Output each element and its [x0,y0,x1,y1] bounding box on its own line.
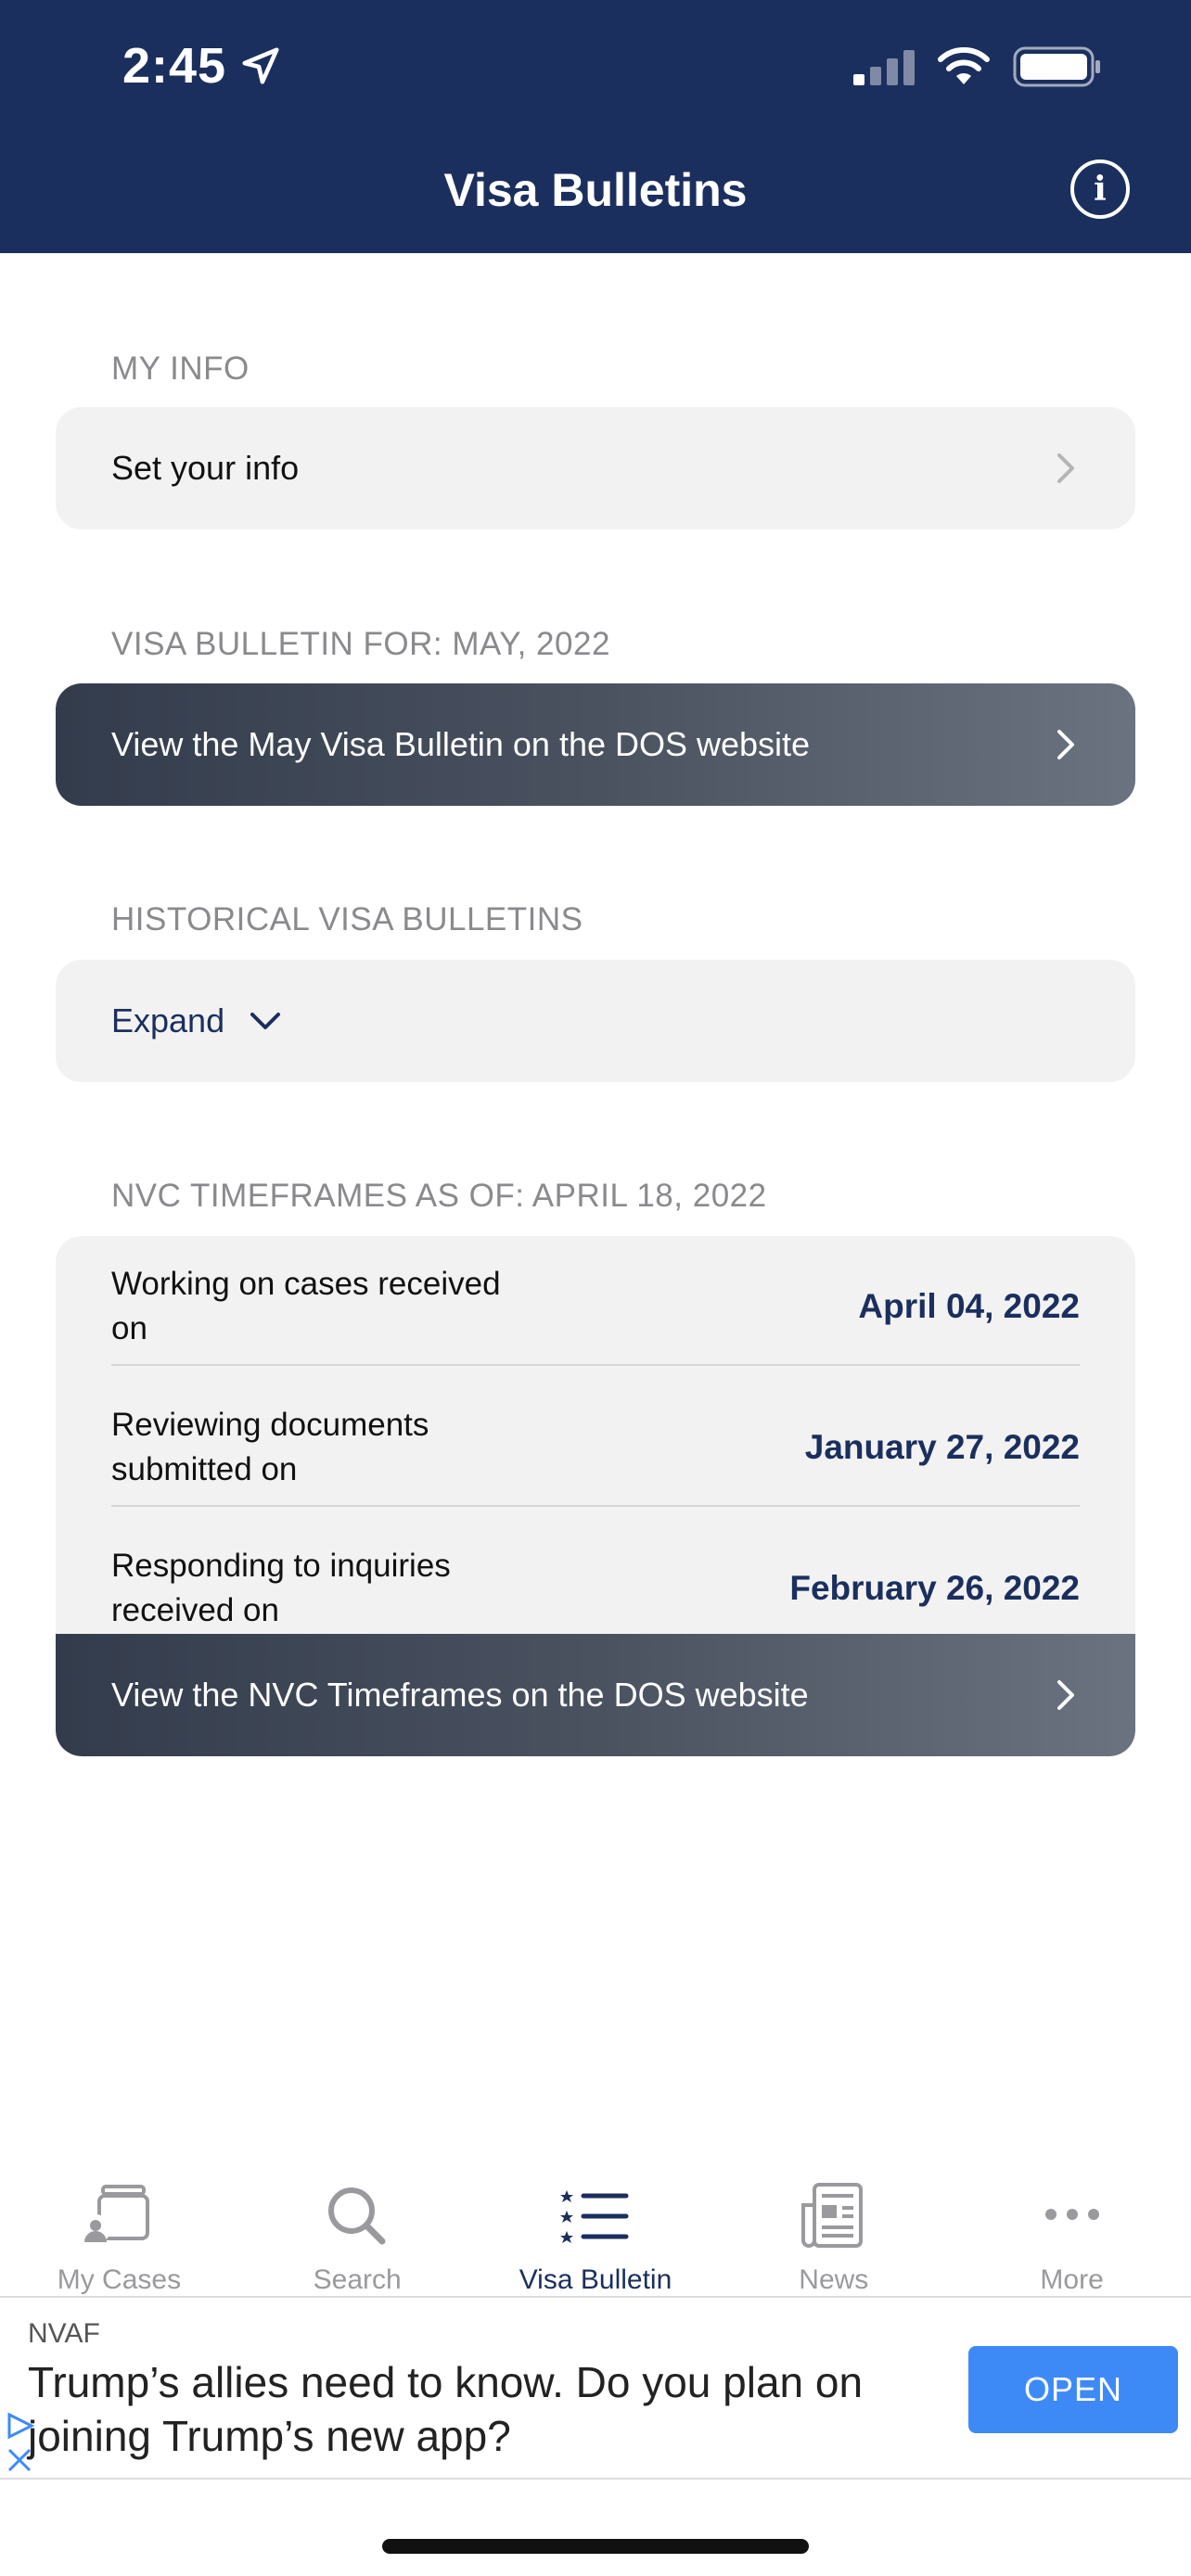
ad-text[interactable]: Trump’s allies need to know. Do you plan on joining Trump’s new app? [28,2358,864,2460]
timeframe-label: Responding to inquiries received on [111,1548,451,1628]
page-title: Visa Bulletins [443,164,748,216]
list-icon [556,2177,635,2257]
tab-more[interactable] [953,2161,1191,2296]
chevron-down-icon [249,1010,282,1032]
expand-button[interactable] [56,960,1135,1082]
news-icon [794,2177,874,2257]
timeframe-row [111,1377,1080,1518]
clock-text: 2:45 [122,38,227,94]
tab-my-cases[interactable] [0,2161,238,2296]
bulletin-label: VISA BULLETIN FOR: MAY, 2022 [111,626,610,662]
tab-label: Search [313,2264,402,2295]
tab-bar [0,2161,1191,2296]
tab-label: News [799,2264,869,2295]
cases-icon [79,2177,159,2257]
search-icon [317,2177,397,2257]
wifi-icon [937,47,991,86]
info-icon: i [1094,170,1107,209]
set-info-text: Set your info [111,449,300,487]
tab-label: More [1040,2264,1104,2295]
view-nvc-text: View the NVC Timeframes on the DOS website [111,1676,809,1714]
ad-choices-icon[interactable] [4,2402,37,2476]
tab-label: My Cases [57,2264,182,2295]
timeframe-row [111,1236,1080,1377]
ad-open-button[interactable]: OPEN [968,2346,1178,2433]
nvc-timeframes-card [56,1236,1135,1756]
status-icons [853,46,1102,87]
signal-icon [853,48,915,85]
ad-banner[interactable] [0,2296,1191,2480]
timeframe-date: February 26, 2022 [789,1569,1080,1607]
tab-news[interactable] [714,2161,953,2296]
location-arrow-icon [239,45,282,87]
status-time [122,37,282,95]
more-icon [1032,2177,1112,2257]
timeframe-label: Reviewing documents submitted on [111,1407,429,1487]
info-button[interactable] [1070,159,1130,219]
timeframe-label: Working on cases received on [111,1266,501,1346]
nav-header [0,0,1191,253]
historical-label: HISTORICAL VISA BULLETINS [111,901,583,937]
view-nvc-button[interactable] [56,1634,1135,1756]
historical-card [56,960,1135,1082]
divider [111,1505,1080,1507]
chevron-right-icon [1052,726,1080,763]
expand-text: Expand [111,1001,225,1039]
tab-label: Visa Bulletin [519,2264,672,2295]
nvc-label: NVC TIMEFRAMES AS OF: APRIL 18, 2022 [111,1178,767,1214]
timeframe-date: January 27, 2022 [804,1428,1080,1466]
tab-visa-bulletin[interactable] [477,2161,715,2296]
tab-search[interactable] [238,2161,477,2296]
set-info-card[interactable] [56,407,1135,529]
ad-brand: NVAF [28,2318,100,2349]
home-indicator[interactable] [382,2539,809,2554]
my-info-label: MY INFO [111,351,250,387]
view-bulletin-button[interactable] [56,683,1135,806]
battery-icon [1013,46,1102,87]
chevron-right-icon [1052,450,1080,487]
divider [111,1364,1080,1366]
timeframe-date: April 04, 2022 [858,1287,1080,1325]
chevron-right-icon [1052,1677,1080,1714]
view-bulletin-text: View the May Visa Bulletin on the DOS website [111,725,811,763]
